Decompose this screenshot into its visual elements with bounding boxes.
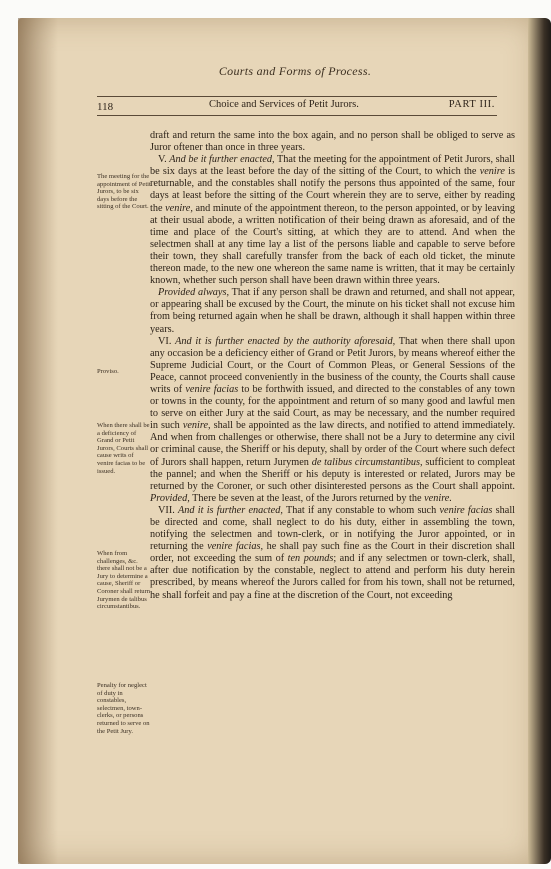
text-run: There be seven at the least, of the Jurors returned by the [192, 492, 422, 504]
latin-term: venire facias [185, 383, 239, 395]
proviso-clause: Provided always, [158, 287, 230, 299]
running-title: Courts and Forms of Process. [218, 64, 372, 78]
latin-term: venire facias [439, 504, 493, 516]
paragraph-section-v [150, 154, 515, 287]
text-run: That if any person shall be drawn and returned, and shall not appear, or appearing shall be excused by the Court, the minute on his ticket shall not excuse him from being returned again when he shall be drawn, although it shall happen within three years. [150, 287, 515, 335]
paragraph-proviso [150, 287, 515, 335]
open-book [0, 18, 551, 864]
text-run: That the meeting for the appointment of Petit Jurors, shall be six days at the least before the day of the sitting of the Court, to which the [150, 154, 515, 178]
running-head [97, 96, 497, 116]
margin-note-deficiency: When there shall be a deficiency of Grand or Petit Jurors, Courts shall cause writs of venire facias to be issued. [97, 422, 150, 475]
latin-term: venire. [424, 492, 452, 504]
proviso-clause: Provided, [150, 492, 190, 504]
margin-note-challenges: When from challenges, &c. there shall not be a Jury to determine a cause, Sheriff or Coroner shall return Jurymen de talibus circumstantibus. [97, 550, 151, 611]
gutter-shadow [18, 18, 58, 864]
latin-term: venire, [165, 202, 193, 214]
text-run: draft and return the same into the box again, and no person shall be obliged to serve as Juror oftener than once in three years. [150, 130, 515, 154]
margin-note-meeting: The meeting for the appointment of Petit Jurors, to be six days before the sitting of the Court. [97, 173, 151, 211]
text-run: he shall pay such fine as the Court in their discretion shall order, not exceeding the sum of [150, 541, 516, 565]
enacting-clause: And it is further enacted by the authority aforesaid, [175, 335, 396, 347]
text-run: to be forthwith issued, and directed to the constables of any town or towns in the county, for the appointment and return of so many good and lawful men to serve on either Jury at the said Court, as may be necessary, and the number required in such [150, 383, 516, 432]
latin-term: de talibus circumstantibus, [311, 456, 423, 468]
page-edge-stack [528, 18, 551, 864]
paragraph-continuation [150, 130, 515, 154]
latin-term: venire, [182, 420, 211, 432]
text-run: shall be appointed as the law directs, and notified to attend immediately. And when from challenges or otherwise, there shall not be a Jury to determine any civil or criminal cause, the Sheriff or his deputy, shall by order of the Court where such defect of Jurors shall happen, return Jurymen [150, 420, 516, 468]
section-number: VII. [158, 504, 175, 516]
text-run: That if any constable to whom such [285, 504, 437, 516]
body-text [150, 130, 515, 602]
text-run: shall be directed and come, shall neglect to do his duty, either in assembling the town, notifying the selectmen and town-clerk, or in notifying the Juror appointed, or in returning the [150, 504, 516, 553]
amount-term: ten pounds [287, 553, 334, 565]
enacting-clause: And be it further enacted, [169, 154, 275, 166]
part-label: PART III. [448, 99, 495, 110]
text-run: That when there shall upon any occasion be a deficiency either of Grand or Petit Jurors, by means whereof either the Supreme Judicial Court, or the Court of Common Pleas, or General Sessions of the Peace, cannot proceed conveniently in the business of the county, the Courts shall cause writs of [150, 335, 515, 395]
paragraph-section-vii [150, 505, 515, 602]
latin-term: venire facias, [207, 541, 264, 553]
section-title: Choice and Services of Petit Jurors. [209, 99, 359, 110]
section-number: V. [158, 154, 167, 166]
page-number: 118 [97, 101, 114, 113]
latin-term: venire [479, 166, 505, 178]
text-run: is returnable, and the constables shall notify the persons thus appointed of the same, four days at least before the sitting of the Court wherein they are to serve, either by reading the [150, 166, 515, 214]
text-run: sufficient to compleat the pannel; and when the Sheriff or his deputy is interested or related, Jurors may be returned by the Coroner, or such other disinterested persons as the Court shall appoint. [150, 456, 516, 492]
section-number: VI. [158, 335, 172, 347]
margin-note-penalty: Penalty for neglect of duty in constables, selectmen, town-clerks, or persons returned to serve on the Petit Jury. [97, 682, 150, 735]
enacting-clause: And it is further enacted, [178, 504, 283, 516]
text-run: ; and if any selectmen or town-clerk, shall, after due notification by the constable, neglect to attend and perform his duty herein prescribed, by means whereof the Jurors called for from his town, shall not be returned, he shall forfeit and pay a fine at the discretion of the Court, not exceeding [150, 553, 516, 601]
margin-note-proviso: Proviso. [97, 368, 119, 375]
text-run: and minute of the appointment thereon, to the person appointed, or by leaving at their usual abode, a written notification of their being drawn as aforesaid, and of the time and place of the Court's sitting, at which they are to attend. And when the selectmen shall at any time lay a list of the persons liable and capable to serve before their town, they shall carefully transfer from the back of each old ticket, the minute thereon made, to the new one whereon the same name is written, that it may be certainly known, whether such person shall have been drawn within three years. [150, 202, 515, 287]
paragraph-section-vi [150, 336, 515, 505]
